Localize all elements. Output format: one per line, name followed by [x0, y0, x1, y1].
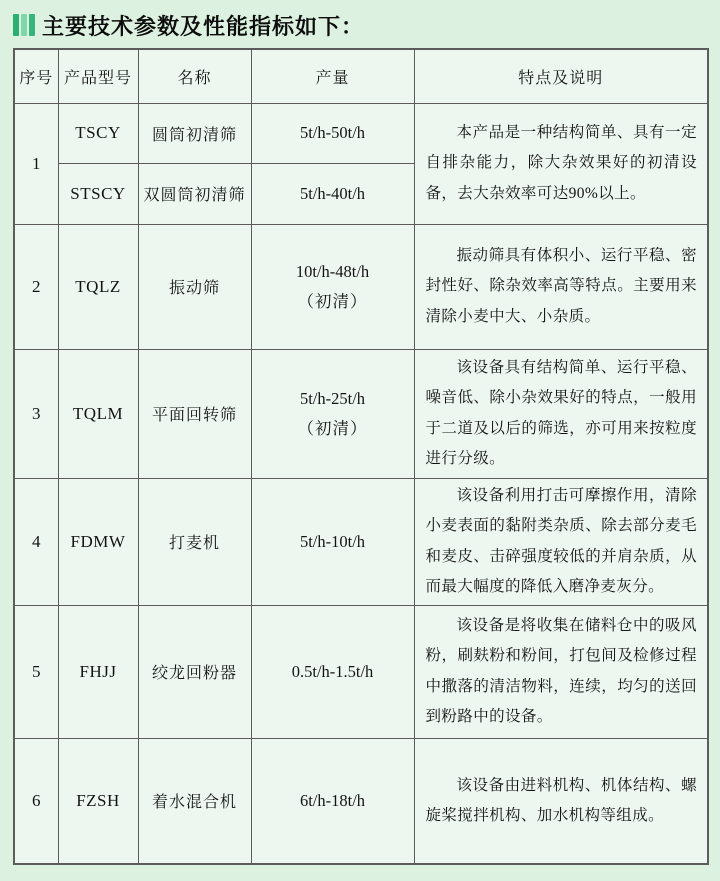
feature-description-cell [414, 349, 708, 478]
product-name: 绞龙回粉器 [138, 605, 251, 738]
col-header-output: 产量 [251, 49, 414, 103]
feature-description-cell [414, 224, 708, 349]
model-code: TQLZ [58, 224, 138, 349]
output-note: （初清） [297, 291, 368, 311]
row-number: 2 [14, 224, 58, 349]
table-row [14, 103, 708, 163]
feature-description: 振动筛具有体积小、运行平稳、密封性好、除杂效率高等特点。主要用来清除小麦中大、小杂质。 [425, 247, 697, 325]
output-range: 10t/h-48t/h [295, 261, 370, 281]
col-header-model: 产品型号 [58, 49, 138, 103]
output-range: 5t/h-25t/h [299, 388, 366, 408]
feature-description: 本产品是一种结构简单、具有一定自排杂能力，除大杂效果好的初清设备，去大杂效率可达90%以上。 [425, 124, 697, 202]
model-code: FZSH [58, 738, 138, 864]
model-code: STSCY [58, 163, 138, 224]
table-row [14, 738, 708, 864]
model-code: TQLM [58, 349, 138, 478]
product-name: 振动筛 [138, 224, 251, 349]
col-header-features: 特点及说明 [414, 49, 708, 103]
feature-description: 该设备由进料机构、机体结构、螺旋桨搅拌机构、加水机构等组成。 [425, 776, 697, 824]
row-number: 5 [14, 605, 58, 738]
row-number: 6 [14, 738, 58, 864]
row-number: 1 [14, 103, 58, 224]
model-code: FHJJ [58, 605, 138, 738]
output-range: 6t/h-18t/h [299, 790, 366, 810]
output-value [251, 224, 414, 349]
feature-description: 该设备具有结构简单、运行平稳、噪音低、除小杂效果好的特点，一般用于二道及以后的筛选，亦可用来按粒度进行分级。 [425, 359, 697, 467]
output-value: 5t/h-40t/h [251, 163, 414, 224]
product-name: 平面回转筛 [138, 349, 251, 478]
output-value [251, 738, 414, 864]
output-range: 0.5t/h-1.5t/h [291, 661, 374, 681]
row-number: 4 [14, 478, 58, 605]
header-row [14, 49, 708, 103]
row-number: 3 [14, 349, 58, 478]
feature-description-cell [414, 605, 708, 738]
output-value [251, 605, 414, 738]
output-value [251, 349, 414, 478]
model-code: FDMW [58, 478, 138, 605]
table-row [14, 224, 708, 349]
feature-description-cell [414, 103, 708, 224]
feature-description: 该设备是将收集在储料仓中的吸风粉，刷麸粉和粉间，打包间及检修过程中撒落的清洁物料，连续，均匀的送回到粉路中的设备。 [425, 617, 697, 725]
col-header-no: 序号 [14, 49, 58, 103]
table-row [14, 605, 708, 738]
params-table [13, 48, 709, 865]
model-code: TSCY [58, 103, 138, 163]
table-row [14, 478, 708, 605]
output-value [251, 478, 414, 605]
page-header [0, 0, 720, 40]
output-value: 5t/h-50t/h [251, 103, 414, 163]
product-name: 着水混合机 [138, 738, 251, 864]
product-name: 打麦机 [138, 478, 251, 605]
product-name: 双圆筒初清筛 [138, 163, 251, 224]
output-note: （初清） [297, 418, 368, 438]
triple-bars-icon [13, 14, 37, 36]
feature-description-cell [414, 478, 708, 605]
feature-description-cell [414, 738, 708, 864]
page-title: 主要技术参数及性能指标如下： [42, 13, 365, 39]
product-name: 圆筒初清筛 [138, 103, 251, 163]
feature-description: 该设备利用打击可摩擦作用，清除小麦表面的黏附类杂质、除去部分麦毛和麦皮、击碎强度较低的并肩杂质，从而最大幅度的降低入磨净麦灰分。 [425, 487, 697, 595]
col-header-name: 名称 [138, 49, 251, 103]
table-row [14, 349, 708, 478]
output-range: 5t/h-10t/h [299, 531, 366, 551]
